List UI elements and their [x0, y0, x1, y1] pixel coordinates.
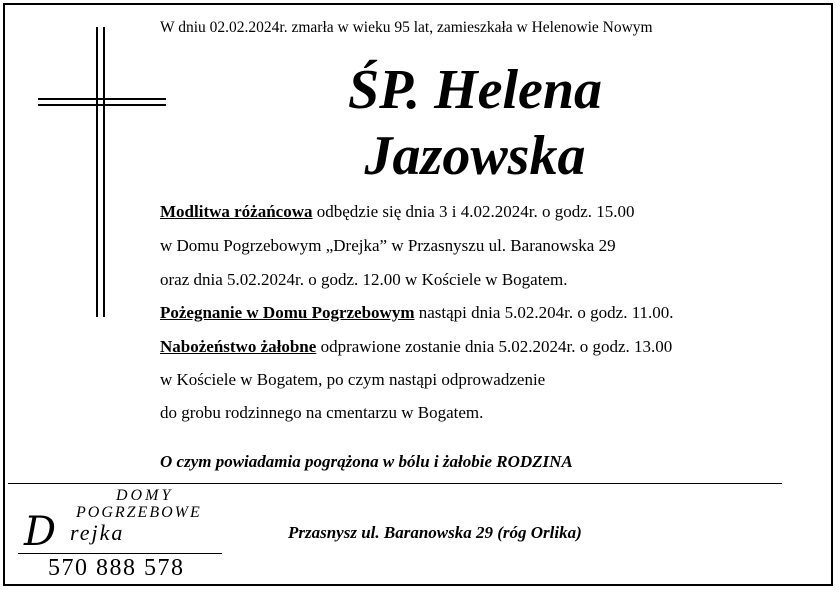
burial-text: do grobu rodzinnego na cmentarzu w Bogatem.: [160, 403, 484, 422]
paragraph-line: [160, 202, 635, 222]
paragraph-line: [160, 303, 674, 323]
farewell-heading: Pożegnanie w Domu Pogrzebowym: [160, 303, 415, 322]
death-announcement: W dniu 02.02.2024r. zmarła w wieku 95 lat, zamieszkała w Helenowie Nowym: [160, 19, 653, 36]
mass-text: odprawione zostanie dnia 5.02.2024r. o godz. 13.00: [316, 337, 673, 356]
paragraph-line: [160, 370, 545, 390]
deceased-name-line1: ŚP. Helena: [347, 59, 603, 121]
cross-vertical-left: [96, 27, 98, 317]
funeral-home-address: Przasnysz ul. Baranowska 29 (róg Orlika): [288, 523, 582, 542]
cross-vertical-right: [103, 27, 105, 317]
logo-initial: D: [24, 509, 57, 555]
rosary-heading: Modlitwa różańcowa: [160, 202, 313, 221]
cross-horizontal-bottom: [38, 104, 166, 106]
procession-text: w Kościele w Bogatem, po czym nastąpi odprowadzenie: [160, 370, 546, 389]
paragraph-line: [160, 337, 672, 357]
deceased-name-line2: Jazowska: [364, 125, 586, 187]
phone-number: 570 888 578: [48, 555, 185, 581]
family-closing: O czym powiadamia pogrążona w bólu i żałobie RODZINA: [160, 452, 573, 471]
church-rosary-text: oraz dnia 5.02.2024r. o godz. 12.00 w Kościele w Bogatem.: [160, 270, 568, 289]
divider: [8, 483, 782, 484]
paragraph-line: [160, 236, 616, 256]
paragraph-line: [160, 270, 567, 290]
logo-domy: DOMY: [116, 487, 174, 504]
logo-drejka: rejka: [70, 520, 125, 545]
logo-pogrzebowe: POGRZEBOWE: [76, 504, 202, 521]
funeral-home-text: w Domu Pogrzebowym „Drejka” w Przasnyszu ul. Baranowska 29: [160, 236, 616, 255]
logo-rule: [18, 553, 222, 554]
cross-horizontal-top: [38, 98, 166, 100]
rosary-text: odbędzie się dnia 3 i 4.02.2024r. o godz. 15.00: [312, 202, 635, 221]
farewell-text: nastąpi dnia 5.02.204r. o godz. 11.00.: [414, 303, 674, 322]
paragraph-line: [160, 403, 483, 423]
mass-heading: Nabożeństwo żałobne: [160, 337, 317, 356]
funeral-home-logo: [18, 487, 228, 583]
